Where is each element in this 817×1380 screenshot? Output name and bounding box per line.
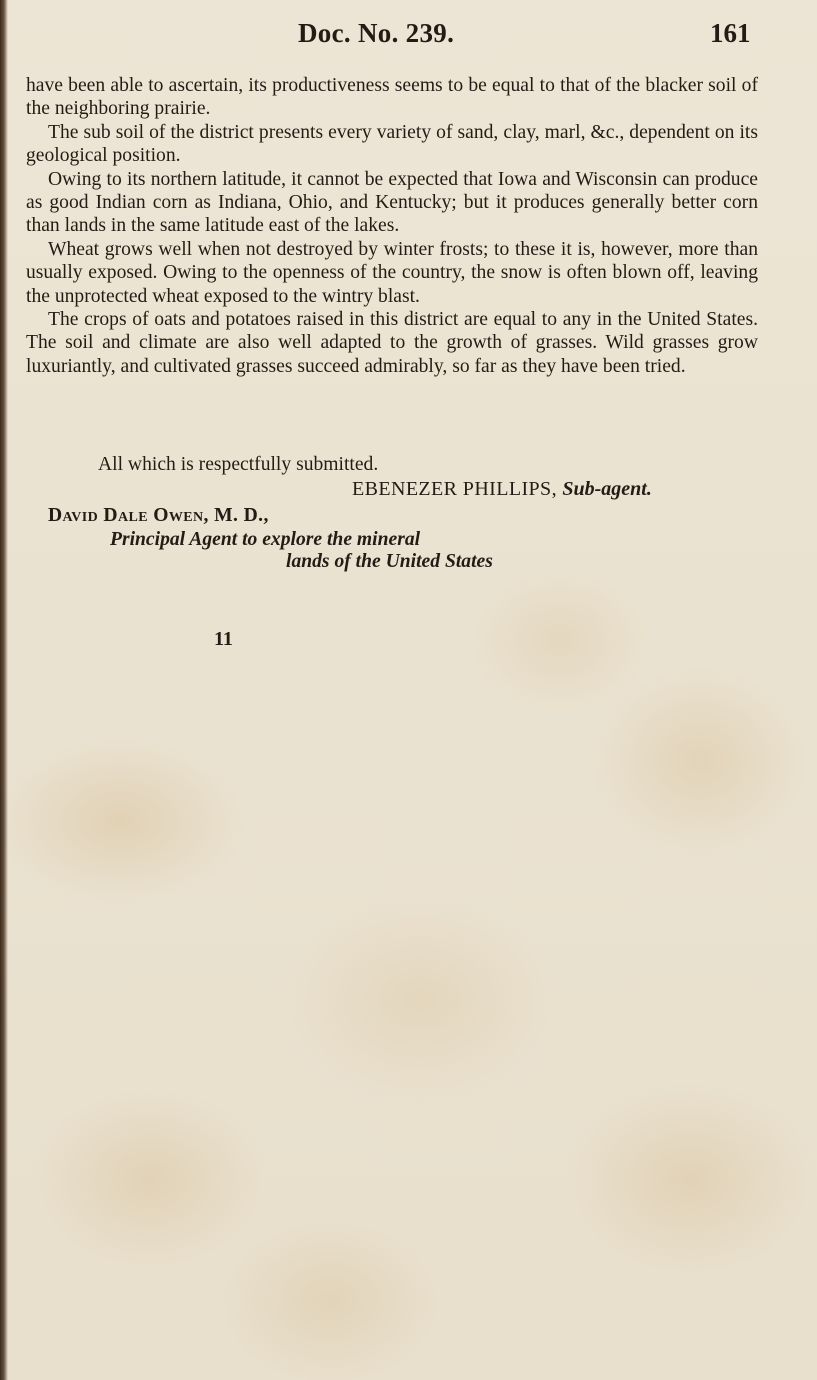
signer-role: Sub-agent. bbox=[562, 478, 652, 500]
signature-block bbox=[352, 478, 652, 501]
paragraph: have been able to ascertain, its productiveness seems to be equal to that of the blacker soil of the neighboring prairie. bbox=[26, 75, 758, 120]
closing-statement: All which is respectfully submitted. bbox=[98, 454, 379, 475]
page-header bbox=[0, 18, 817, 58]
paragraph: Wheat grows well when not destroyed by winter frosts; to these it is, however, more than usually exposed. Owing to the openness of the country, the snow is often blown off, leaving the unprotected wheat exposed to the wintry blast. bbox=[26, 238, 758, 307]
paragraph: The crops of oats and potatoes raised in this district are equal to any in the United States. The soil and climate are also well adapted to the growth of grasses. Wild grasses grow luxuriantly, and cultivated grasses succeed admirably, so far as they have been tried. bbox=[26, 309, 758, 377]
report-body bbox=[26, 74, 758, 378]
addressee-title-line-2: lands of the United States bbox=[286, 551, 493, 572]
addressee-name: David Dale Owen, M. D., bbox=[48, 505, 269, 526]
paragraph: The sub soil of the district presents every variety of sand, clay, marl, &c., dependent on its geological position. bbox=[26, 121, 758, 167]
printer-signature-mark: 11 bbox=[214, 628, 233, 650]
document-number: Doc. No. 239. bbox=[298, 18, 455, 48]
addressee-title-line-1: Principal Agent to explore the mineral bbox=[110, 529, 421, 550]
paragraph: Owing to its northern latitude, it cannot be expected that Iowa and Wisconsin can produce as good Indian corn as Indiana, Ohio, and Kentucky; but it produces generally better corn than lands in the same latitude east of the lakes. bbox=[26, 168, 758, 237]
page-number: 161 bbox=[710, 18, 751, 48]
book-binding-edge bbox=[0, 0, 8, 1380]
signer-name: EBENEZER PHILLIPS, bbox=[352, 478, 557, 500]
